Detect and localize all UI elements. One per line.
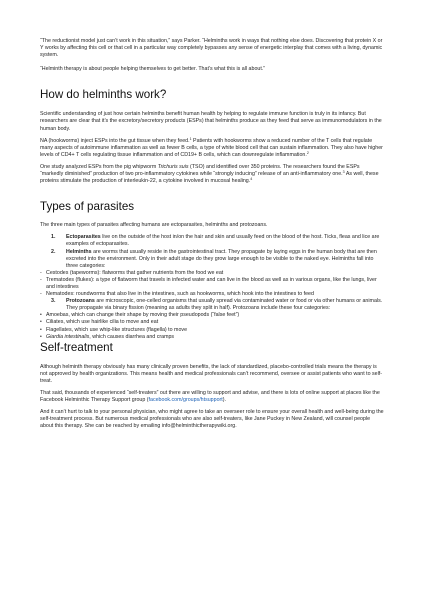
text-segment: Flagellates, which use whip-like structures (flagella) to move <box>46 326 188 333</box>
list-item-cestodes <box>40 270 384 277</box>
list-marker: • <box>40 326 42 333</box>
footnote-ref: 1 <box>189 136 192 141</box>
species-name: Giardia intestinalis <box>46 333 90 340</box>
list-item-amoebas <box>40 312 384 319</box>
paragraph-whipworm-study <box>40 164 384 185</box>
text-segment: are worms that usually reside in the gastrointestinal tract. They propagate by laying eggs in the human body that are then excreted into the environment. Only in their adult stage do they grow large enough to be visible to the naked eye. Helminths fall into three categories: <box>66 248 377 269</box>
list-item-ectoparasites <box>40 234 384 248</box>
species-name: Trichuris suis <box>157 163 189 170</box>
list-marker: - <box>40 291 42 298</box>
list-marker: • <box>40 312 42 319</box>
text-segment: As well, these proteins stimulate the production of interleukin-22, a cytokine involved in mucosal healing. <box>40 171 379 185</box>
list-item-trematodes <box>40 277 384 291</box>
paragraph-hookworm-esps <box>40 138 384 159</box>
protozoan-categories-list <box>40 312 384 340</box>
intro-quote-parker: “The reductionist model just can’t work in this situation,” says Parker. “Helminths work in ways that nothing else does. Discovering that protein X or Y works by affecting this cell or that cell in a particular way completely bypasses any sense of energetic interplay that comes with a living, dynamic system. <box>40 38 383 59</box>
paragraph-personal-physician: And it can’t hurt to talk to your personal physician, who might agree to take an overseer role to ensure your overall health and well-being during the self-treatment process. But numerous medical professionals who are also self-treaters, like Jane Puckey in New Zealand, will counsel people about this therapy. She can be reached by emailing info@helminthictherapywiki.org. <box>40 409 384 430</box>
term-ectoparasites: Ectoparasites <box>66 234 101 241</box>
list-item-giardia <box>40 334 384 341</box>
text-segment: That said, thousands of experienced “self-treaters” out there are willing to support and advise, and there is lots of online support at places like the Facebook Helminthic Therapy Support group ( <box>40 390 380 404</box>
facebook-group-link[interactable]: facebook.com/groups/htsupport <box>148 397 223 404</box>
paragraph-types-intro: The three main types of parasites affecting humans are ectoparasites, helminths and protozoans. <box>40 222 268 229</box>
list-marker: • <box>40 319 42 326</box>
list-number: 3. <box>51 298 56 305</box>
list-item-ciliates <box>40 319 384 326</box>
text-segment: One study analyzed ESPs from the pig whipworm <box>40 163 158 170</box>
term-helminths: Helminths <box>66 248 92 255</box>
heading-self-treatment: Self-treatment <box>40 340 113 354</box>
text-segment: Trematodes (flukes): a type of flatworm that travels in infected water and can live in the blood as well as in various organs, like the lungs, liver and intestines <box>46 276 377 290</box>
list-marker: - <box>40 276 42 283</box>
list-item-flagellates <box>40 327 384 334</box>
heading-how-helminths-work: How do helminths work? <box>40 88 167 102</box>
footnote-ref: 4 <box>250 177 253 182</box>
text-segment: Amoebas, which can change their shape by moving their pseudopods (“false feet”) <box>46 312 240 319</box>
parasite-types-list <box>40 234 384 269</box>
heading-types-of-parasites: Types of parasites <box>40 200 135 214</box>
text-segment: NA (hookworms) inject ESPs into the gut tissue when they feed. <box>40 137 190 144</box>
list-marker: • <box>40 333 42 340</box>
paragraph-scientific-understanding: Scientific understanding of just how certain helminths benefit human health by helping to regulate immune function is truly in its infancy. But researchers are clear that it’s the excretory/secretory products (ESPs) that helminths produce as they feed that serve as immunomodulators in the human body. <box>40 111 382 132</box>
footnote-ref: 2 <box>306 150 309 155</box>
intro-quote-helminth-therapy: “Helminth therapy is about people helping themselves to get better. That’s what this is all about.” <box>40 66 266 73</box>
list-number: 1. <box>51 234 56 241</box>
term-protozoans: Protozoans <box>66 298 95 305</box>
text-segment: ). <box>222 397 226 404</box>
text-segment: (TSO) and identified over 350 proteins. The researchers found the ESPs “markedly diminished” production of two pro-inflammatory cytokines while “strongly inducing” release of an anti-inflammatory one. <box>40 163 360 178</box>
parasite-types-list-continued <box>40 298 384 312</box>
text-segment: are microscopic, one-celled organisms that usually spread via contaminated water or food or via other humans or animals. They propagate via binary fission (meaning as adults they split in half). Protozoans include these four categories: <box>66 298 383 312</box>
paragraph-self-treatment-approval: Although helminth therapy obviously has many clinically proven benefits, the lack of standardized, placebo-controlled trials means the therapy is not approved by health organizations. This means health and medical professionals can’t recommend, oversee or assist patients who want to self-treat. <box>40 363 383 384</box>
list-item-helminths <box>40 249 384 270</box>
list-item-protozoans <box>40 298 384 312</box>
text-segment: Nematodes: roundworms that also live in the intestines, such as hookworms, which hook into the intestines to feed <box>46 291 314 298</box>
text-segment: Ciliates, which use hairlike cilia to move and eat <box>46 319 159 326</box>
footnote-ref: 3 <box>342 170 345 175</box>
paragraph-self-treaters-support <box>40 390 384 404</box>
helminth-categories-list <box>40 270 384 298</box>
list-item-nematodes <box>40 291 384 298</box>
list-marker: - <box>40 269 42 276</box>
list-number: 2. <box>51 248 56 255</box>
text-segment: Cestodes (tapeworms): flatworms that gather nutrients from the food we eat <box>46 269 224 276</box>
text-segment: live on the outside of the host in/on the hair and skin and usually feed on the blood of the host. Ticks, fleas and lice are examples of ectoparasites. <box>66 234 380 248</box>
text-segment: , which causes diarrhea and cramps <box>89 333 175 340</box>
text-segment: Patients with hookworms show a reduced number of the T cells that regulate many aspects of autoimmune inflammation as well as fewer B cells, a type of white blood cell that can sustain inflammation. They also have higher levels of CD4+ T cells regulating tissue inflammation and of CD19+ B cells, which can downregulate inflammation. <box>40 137 383 158</box>
